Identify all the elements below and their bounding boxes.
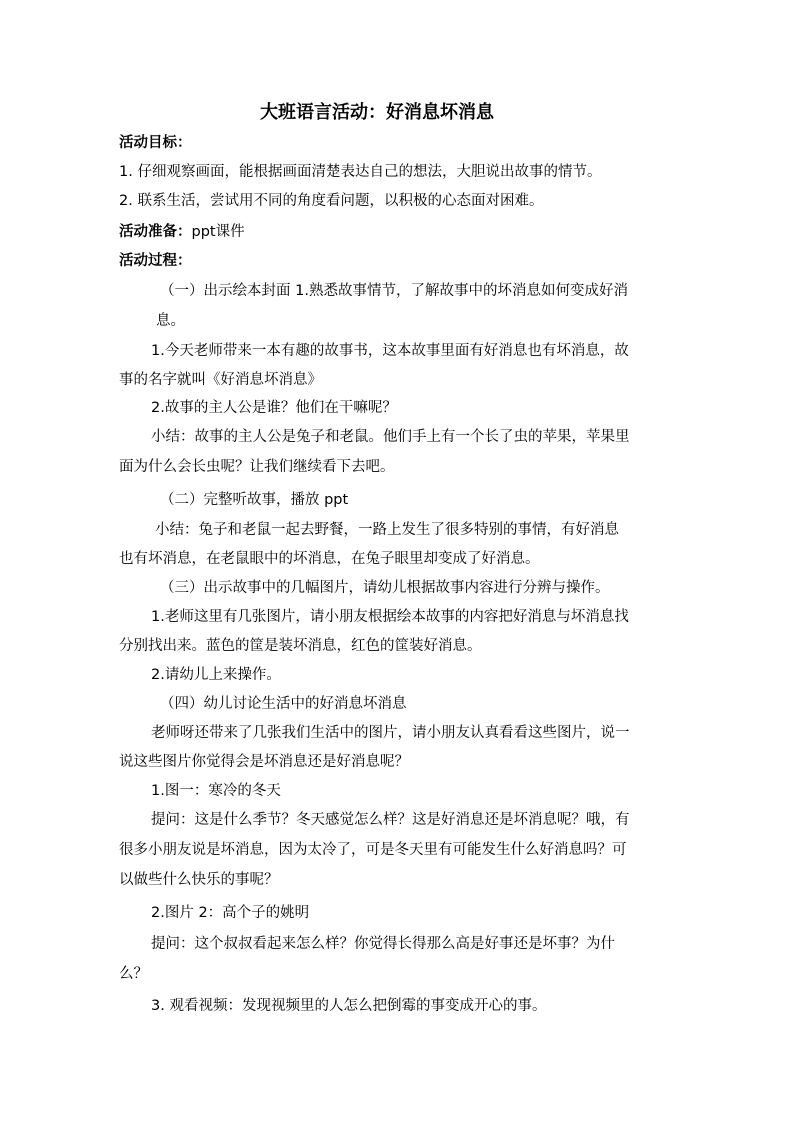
part4-intro-line2: 说这些图片你觉得会是坏消息还是好消息呢？ <box>119 754 409 770</box>
part1-heading-line2: 息。 <box>156 313 185 329</box>
prep-line <box>119 222 245 242</box>
prep-value: ppt课件 <box>191 224 245 240</box>
document-title: 大班语言活动：好消息坏消息 <box>260 102 494 123</box>
prep-heading: 活动准备： <box>119 223 192 240</box>
goal-item-1: 1. 仔细观察画面，能根据画面清楚表达自己的想法，大胆说出故事的情节。 <box>119 164 602 180</box>
part4-item2-title: 2.图片 2：高个子的姚明 <box>151 905 310 921</box>
process-heading: 活动过程： <box>119 252 192 269</box>
part3-heading: （三）出示故事中的几幅图片，请幼儿根据故事内容进行分辨与操作。 <box>160 580 610 596</box>
goals-heading: 活动目标： <box>119 134 192 151</box>
part1-summary-line2: 面为什么会长虫呢？让我们继续看下去吧。 <box>119 459 395 475</box>
part4-item1-question-line1: 提问：这是什么季节？冬天感觉怎么样？这是好消息还是坏消息呢？哦，有 <box>151 812 630 828</box>
part3-paragraph1-line1: 1.老师这里有几张图片，请小朋友根据绘本故事的内容把好消息与坏消息找 <box>151 609 629 625</box>
part4-heading: （四）幼儿讨论生活中的好消息坏消息 <box>160 696 407 712</box>
part4-item3: 3. 观看视频：发现视频里的人怎么把倒霉的事变成开心的事。 <box>151 998 547 1014</box>
part2-summary-line1: 小结：兔子和老鼠一起去野餐，一路上发生了很多特别的事情，有好消息 <box>155 522 619 538</box>
part2-heading: （二）完整听故事，播放 ppt <box>160 492 349 508</box>
part1-paragraph1-line2: 事的名字就叫《好消息坏消息》 <box>119 372 322 388</box>
part3-paragraph1-line2: 分别找出来。蓝色的筐是装坏消息，红色的筐装好消息。 <box>119 638 482 654</box>
goal-item-2: 2. 联系生活，尝试用不同的角度看问题，以积极的心态面对困难。 <box>119 193 544 209</box>
part1-heading-line1: （一）出示绘本封面 1.熟悉故事情节，了解故事中的坏消息如何变成好消 <box>160 283 628 299</box>
part4-item1-question-line2: 很多小朋友说是坏消息，因为太冷了，可是冬天里有可能发生什么好消息吗？可 <box>119 842 627 858</box>
part4-item2-question-line2: 么？ <box>119 966 148 982</box>
part4-item1-question-line3: 以做些什么快乐的事呢？ <box>119 872 279 888</box>
part4-intro-line1: 老师呀还带来了几张我们生活中的图片，请小朋友认真看看这些图片，说一 <box>151 725 630 741</box>
part2-summary-line2: 也有坏消息，在老鼠眼中的坏消息，在兔子眼里却变成了好消息。 <box>119 551 540 567</box>
part4-item2-question-line1: 提问：这个叔叔看起来怎么样？你觉得长得那么高是好事还是坏事？为什 <box>151 936 615 952</box>
part1-summary-line1: 小结：故事的主人公是兔子和老鼠。他们手上有一个长了虫的苹果，苹果里 <box>151 429 630 445</box>
part1-paragraph2: 2.故事的主人公是谁？他们在干嘛呢？ <box>151 400 397 416</box>
part1-paragraph1-line1: 1.今天老师带来一本有趣的故事书，这本故事里面有好消息也有坏消息，故 <box>151 343 629 359</box>
part3-paragraph2: 2.请幼儿上来操作。 <box>151 667 281 683</box>
part4-item1-title: 1.图一：寒冷的冬天 <box>151 783 281 799</box>
